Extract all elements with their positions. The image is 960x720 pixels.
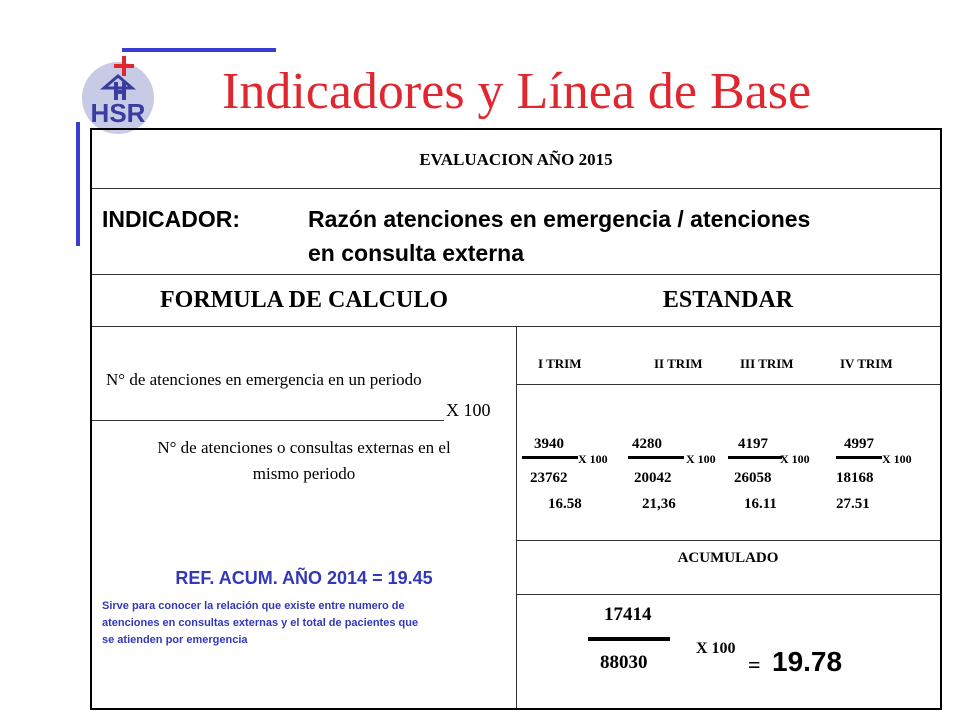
q3-result: 16.11 — [744, 496, 777, 512]
formula-column-header: FORMULA DE CALCULO — [159, 287, 448, 313]
accumulated-fraction-bar — [588, 637, 670, 641]
quarter-label: II TRIM — [654, 356, 703, 371]
accumulated-multiplier: X 100 — [696, 640, 736, 657]
q2-fraction-bar — [628, 456, 684, 459]
q2-result: 21,36 — [642, 496, 676, 512]
q3-denominator: 26058 — [734, 470, 772, 486]
indicator-label: INDICADOR: — [102, 206, 240, 232]
accumulated-label: ACUMULADO — [677, 550, 779, 566]
q4-denominator: 18168 — [836, 470, 874, 486]
q4-result: 27.51 — [836, 496, 870, 512]
q3-numerator: 4197 — [738, 436, 768, 452]
q2-numerator: 4280 — [632, 436, 662, 452]
q3-multiplier: X 100 — [780, 452, 810, 466]
svg-text:HSR: HSR — [90, 98, 146, 128]
formula-numerator: N° de atenciones en emergencia en un periodo — [106, 370, 422, 389]
accumulated-equals: = — [748, 652, 761, 677]
standard-column-header: ESTANDAR — [662, 287, 794, 313]
note-line3: se atienden por emergencia — [102, 634, 248, 646]
q4-multiplier: X 100 — [882, 452, 912, 466]
formula-denominator-line2: mismo periodo — [252, 464, 356, 483]
decorative-top-line — [122, 48, 276, 52]
quarter-label: IV TRIM — [840, 356, 893, 371]
q3-fraction-bar — [728, 456, 782, 459]
accumulated-numerator: 17414 — [604, 604, 652, 625]
formula-denominator-line1: N° de atenciones o consultas externas en el — [157, 438, 451, 457]
formula-multiplier: X 100 — [446, 400, 491, 420]
note-line2: atenciones en consultas externas y el total de pacientes que — [102, 617, 419, 629]
indicator-table — [90, 128, 942, 710]
q2-denominator: 20042 — [634, 470, 672, 486]
evaluation-header: EVALUACION AÑO 2015 — [419, 150, 613, 169]
q2-multiplier: X 100 — [686, 452, 716, 466]
q1-result: 16.58 — [548, 496, 582, 512]
indicator-text-line2: en consulta externa — [308, 240, 525, 266]
q4-fraction-bar — [836, 456, 882, 459]
indicator-text-line1: Razón atenciones en emergencia / atenciones — [308, 206, 811, 232]
quarter-label: III TRIM — [740, 356, 794, 371]
note-line1: Sirve para conocer la relación que existe entre numero de — [102, 600, 405, 612]
formula-divider — [92, 420, 444, 421]
q1-denominator: 23762 — [530, 470, 568, 486]
page-title: Indicadores y Línea de Base — [222, 63, 812, 120]
q1-numerator: 3940 — [534, 436, 564, 452]
accumulated-result: 19.78 — [772, 646, 843, 677]
decorative-left-line — [76, 122, 80, 246]
q4-numerator: 4997 — [844, 436, 874, 452]
quarter-label: I TRIM — [538, 356, 582, 371]
q1-fraction-bar — [522, 456, 578, 459]
reference-value: REF. ACUM. AÑO 2014 = 19.45 — [175, 568, 433, 588]
q1-multiplier: X 100 — [578, 452, 608, 466]
hospital-logo — [78, 56, 158, 136]
accumulated-denominator: 88030 — [600, 652, 648, 673]
